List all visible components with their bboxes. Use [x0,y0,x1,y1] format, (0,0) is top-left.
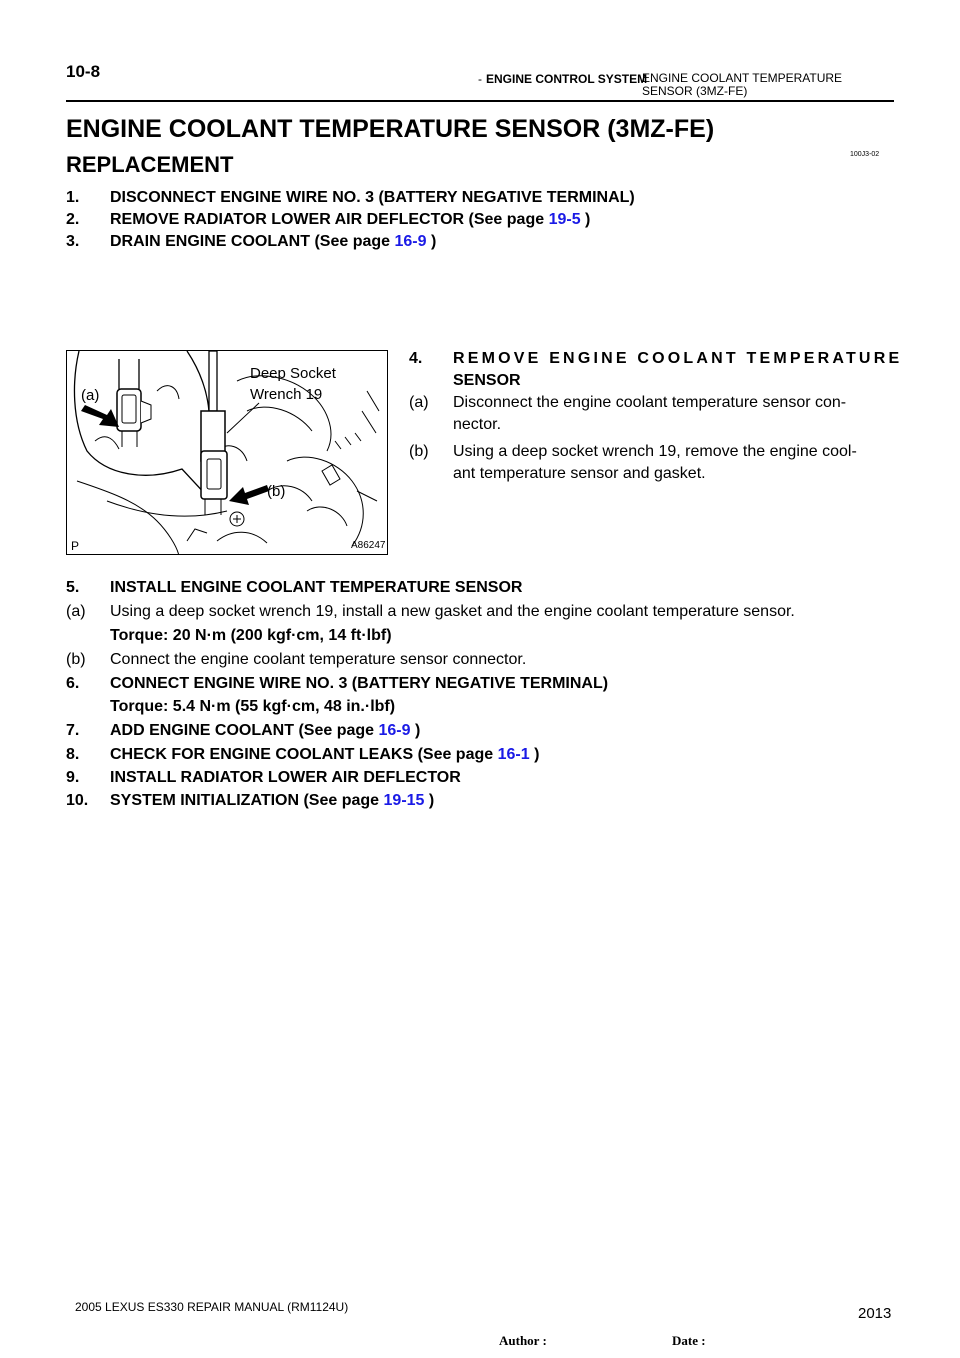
engine-drawing [67,351,388,555]
subsection-line1: ENGINE COOLANT TEMPERATURE [642,71,843,85]
step4a-label: (a) [409,394,429,411]
label-a: (a) [81,387,100,404]
step4b-text-2: ant temperature sensor and gasket. [453,465,706,482]
list-item: 1. DISCONNECT ENGINE WIRE NO. 3 (BATTERY NEGATIVE TERMINAL) [66,189,635,206]
manual-name: 2005 LEXUS ES330 REPAIR MANUAL (RM1124U) [75,1300,349,1314]
page-link[interactable]: 16-1 [497,746,530,763]
page-link[interactable]: 19-15 [383,792,425,809]
steps-top [66,187,896,257]
image-id: A86247 [351,540,386,551]
list-item: 9. INSTALL RADIATOR LOWER AIR DEFLECTOR [66,769,461,786]
step4-title-1: REMOVE ENGINE COOLANT TEMPERATURE [453,350,903,367]
section-subtitle: REPLACEMENT [66,152,234,177]
socket-label: Deep Socket Wrench 19 [250,365,336,403]
sensor-illustration [66,350,388,555]
list-item: (a) Using a deep socket wrench 19, install a new gasket and the engine coolant temperature sensor. [66,603,795,620]
corner-p: P [71,539,80,553]
steps-bottom [66,577,896,817]
list-item: (b) Connect the engine coolant temperature sensor connector. [66,651,527,668]
list-item: 8. CHECK FOR ENGINE COOLANT LEAKS (See page 16-1 ) [66,746,540,763]
header-dash: - [478,72,482,86]
page-link[interactable]: 19-5 [548,211,581,228]
header-rule [66,100,894,102]
page-number: 10-8 [66,62,101,81]
step4a-text-1: Disconnect the engine coolant temperature sensor con- [453,394,847,411]
subsection-line2: SENSOR (3MZ-FE) [642,84,748,98]
label-b: (b) [267,483,286,500]
torque-spec: Torque: 20 N·m (200 kgf·cm, 14 ft·lbf) [110,627,392,644]
subsection-name [642,72,842,98]
footer-page: 2013 [858,1305,892,1322]
step4a-text-2: nector. [453,416,502,433]
list-item: 10. SYSTEM INITIALIZATION (See page 19-15 ) [66,792,435,809]
author-label: Author : [499,1333,547,1348]
date-label: Date : [672,1333,706,1348]
list-item: 2. REMOVE RADIATOR LOWER AIR DEFLECTOR (See page 19-5 ) [66,211,591,228]
list-item: 5. INSTALL ENGINE COOLANT TEMPERATURE SENSOR [66,579,523,596]
step4b-text-1: Using a deep socket wrench 19, remove the engine cool- [453,443,857,460]
section-name: ENGINE CONTROL SYSTEM [486,72,648,86]
step-4 [409,348,903,488]
list-item: 6. CONNECT ENGINE WIRE NO. 3 (BATTERY NEGATIVE TERMINAL) [66,675,609,692]
step4-title-2: SENSOR [453,372,521,389]
arrow-b-icon [229,485,269,505]
step4-num: 4. [409,350,423,367]
doc-code: 100J3-02 [850,151,880,158]
page-link[interactable]: 16-9 [378,722,411,739]
arrow-a-icon [81,405,119,427]
step4b-label: (b) [409,443,429,460]
page-title: ENGINE COOLANT TEMPERATURE SENSOR (3MZ-FE) [66,115,715,143]
list-item: 7. ADD ENGINE COOLANT (See page 16-9 ) [66,722,421,739]
list-item: 3. DRAIN ENGINE COOLANT (See page 16-9 ) [66,233,437,250]
page-link[interactable]: 16-9 [394,233,427,250]
torque-spec: Torque: 5.4 N·m (55 kgf·cm, 48 in.·lbf) [110,698,396,715]
